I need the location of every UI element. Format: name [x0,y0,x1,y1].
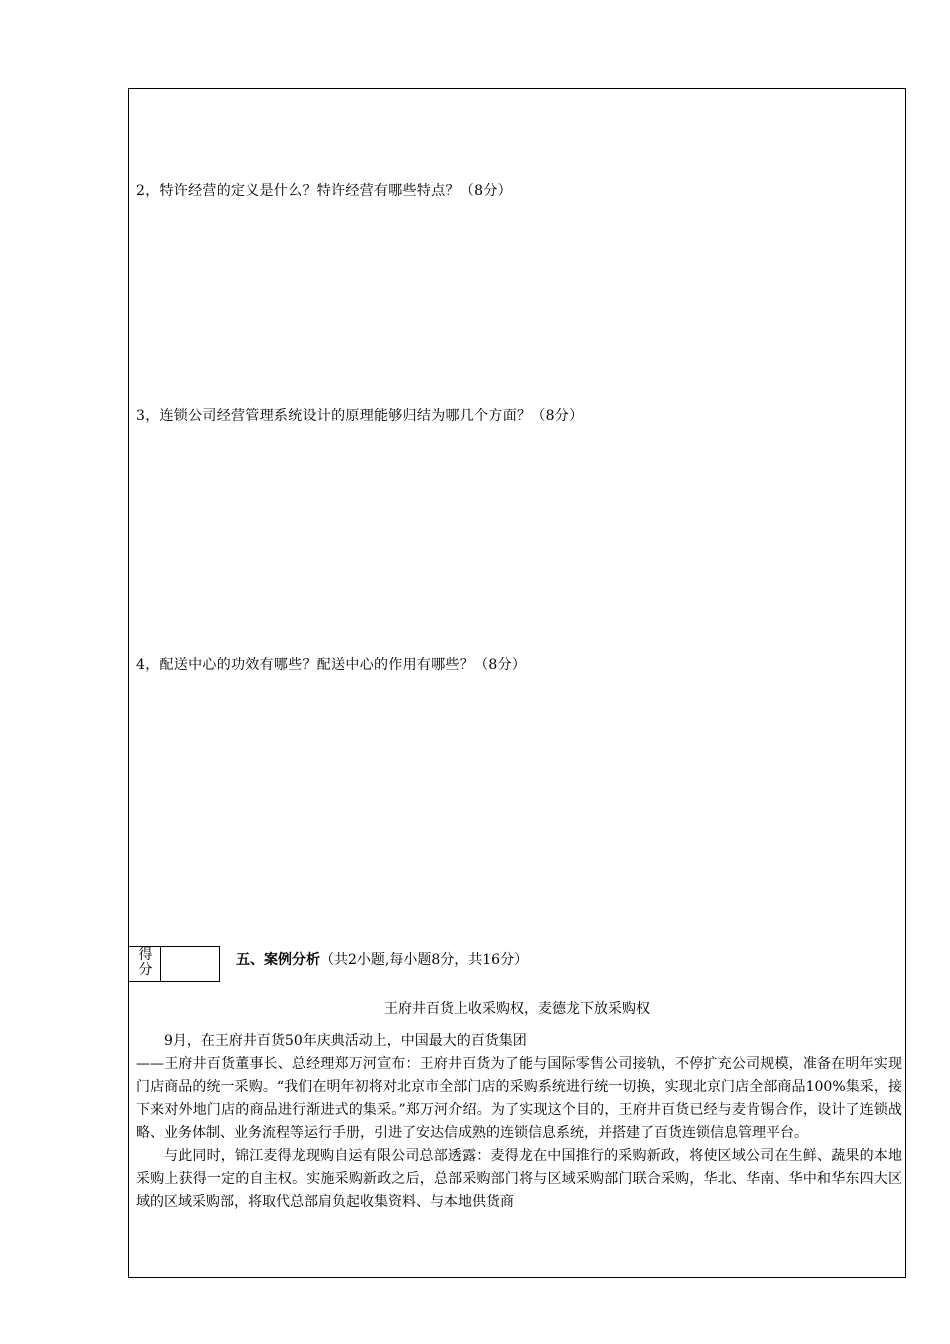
case-paragraph: 9月，在王府井百货50年庆典活动上，中国最大的百货集团 [164,1033,527,1049]
question-4: 4，配送中心的功效有哪些？配送中心的作用有哪些？（8分） [136,657,527,673]
case-title: 王府井百货上收采购权，麦德龙下放采购权 [384,1001,650,1017]
case-paragraph: 与此同时，锦江麦得龙现购自运有限公司总部透露：麦得龙在中国推行的采购新政，将使区域公司在生鲜、蔬果的本地采购上获得一定的自主权。实施采购新政之后，总部采购部门将与区域采购部门联合采购，华北、华南、华中和华东四大区域的区域采购部，将取代总部肩负起收集资料、与本地供货商 [136,1148,902,1210]
section-detail: （共2小题,每小题8分，共16分） [320,952,529,968]
section-title [236,949,528,969]
score-box [128,946,220,982]
question-3: 3，连锁公司经营管理系统设计的原理能够归结为哪几个方面？（8分） [136,408,584,424]
question-2: 2，特许经营的定义是什么？特许经营有哪些特点？（8分） [136,183,512,199]
case-body [136,1030,902,1214]
case-paragraph: ——王府井百货董事长、总经理郑万河宣布：王府井百货为了能与国际零售公司接轨，不停扩充公司规模，准备在明年实现门店商品的统一采购。“我们在明年初将对北京市全部门店的采购系统进行统一切换，实现北京门店全部商品100%集采，接下来对外地门店的商品进行渐进式的集采。”郑万河介绍。为了实现这个目的，王府井百货已经与麦肯锡合作，设计了连锁战略、业务体制、业务流程等运行手册，引进了安达信成熟的连锁信息系统，并搭建了百货连锁信息管理平台。 [136,1056,902,1141]
section-heading: 五、案例分析 [236,952,320,968]
score-label: 得分 [129,947,161,981]
score-entry-cell[interactable] [161,947,219,981]
